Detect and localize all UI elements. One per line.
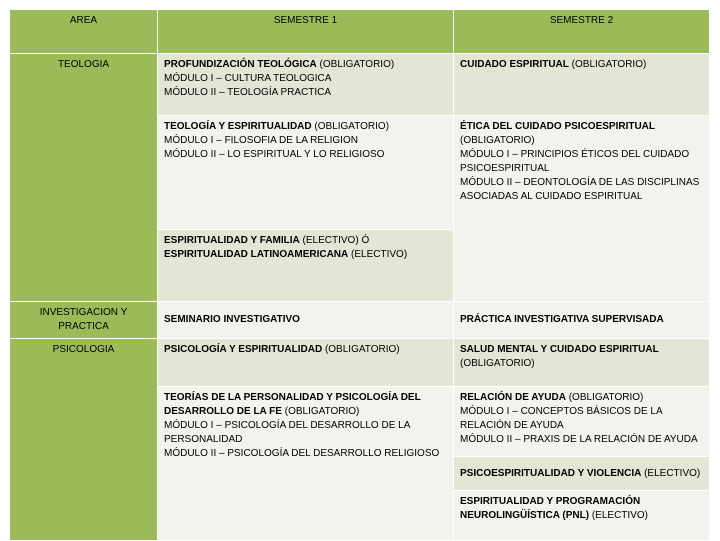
course-profundizacion-teologica [158,54,454,116]
course-tag: (ELECTIVO) Ó [299,235,370,246]
module-line: MÓDULO II – TEOLOGÍA PRACTICA [164,87,332,98]
course-tag: (OBLIGATORIO) [311,121,390,132]
table-row [10,302,710,339]
area-teologia: TEOLOGIA [10,54,158,302]
course-etica-cuidado [454,116,710,302]
course-programacion-neurolinguistica [454,491,710,541]
course-tag: (OBLIGATORIO) [316,59,395,70]
module-line: MÓDULO I – CULTURA TEOLOGICA [164,73,332,84]
course-psicologia-espiritualidad [158,339,454,387]
header-area: AREA [10,10,158,54]
area-investigacion-practica: INVESTIGACION Y PRACTICA [10,302,158,339]
course-title: ESPIRITUALIDAD Y FAMILIA [164,235,300,246]
course-tag: (ELECTIVO) [348,249,408,260]
module-line: MÓDULO I – PRINCIPIOS ÉTICOS DEL CUIDADO PSICOESPIRITUAL [460,149,690,174]
module-line: MÓDULO II – LO ESPIRITUAL Y LO RELIGIOSO [164,149,385,160]
course-tag: (OBLIGATORIO) [322,344,400,355]
module-line: MÓDULO II – DEONTOLOGÍA DE LAS DISCIPLINAS ASOCIADAS AL CUIDADO ESPIRITUAL [460,177,700,202]
curriculum-table [9,9,710,541]
module-line: MÓDULO I – CONCEPTOS BÁSICOS DE LA RELACIÓN DE AYUDA [460,406,663,431]
course-practica-investigativa [454,302,710,339]
module-line: MÓDULO II – PSICOLOGÍA DEL DESARROLLO RELIGIOSO [164,448,440,459]
course-title: RELACIÓN DE AYUDA [460,392,566,403]
header-semestre-1: SEMESTRE 1 [158,10,454,54]
module-line: MÓDULO II – PRAXIS DE LA RELACIÓN DE AYUDA [460,434,698,445]
table-row [10,54,710,116]
course-title: PSICOLOGÍA Y ESPIRITUALIDAD [164,344,323,355]
module-line: MÓDULO I – PSICOLOGÍA DEL DESARROLLO DE LA PERSONALIDAD [164,420,410,445]
course-tag: (ELECTIVO) [641,467,701,479]
course-teorias-personalidad [158,387,454,541]
course-title: ESPIRITUALIDAD LATINOAMERICANA [164,249,349,260]
course-title: PROFUNDIZACIÓN TEOLÓGICA [164,59,317,70]
course-relacion-ayuda [454,387,710,457]
course-teologia-espiritualidad [158,116,454,230]
course-title: PSICOESPIRITUALIDAD Y VIOLENCIA [460,467,642,479]
course-tag: (OBLIGATORIO) [565,392,644,403]
course-title: SALUD MENTAL Y CUIDADO ESPIRITUAL [460,344,659,355]
course-title: TEOLOGÍA Y ESPIRITUALIDAD [164,121,312,132]
course-tag: (OBLIGATORIO) [460,358,535,369]
course-cuidado-espiritual [454,54,710,116]
course-title: SEMINARIO INVESTIGATIVO [164,314,300,325]
course-psicoespiritualidad-violencia [454,457,710,491]
module-line: MÓDULO I – FILOSOFIA DE LA RELIGION [164,135,358,146]
course-tag: (OBLIGATORIO) [460,135,535,146]
course-title: CUIDADO ESPIRITUAL [460,59,569,70]
header-row [10,10,710,54]
header-semestre-2: SEMESTRE 2 [454,10,710,54]
course-title: ÉTICA DEL CUIDADO PSICOESPIRITUAL [460,121,656,132]
course-salud-mental [454,339,710,387]
course-title: PRÁCTICA INVESTIGATIVA SUPERVISADA [460,314,664,325]
table-row [10,339,710,387]
course-tag: (ELECTIVO) [589,510,648,521]
course-title: ESPIRITUALIDAD Y PROGRAMACIÓN NEUROLINGÜÍSTICA (PNL) [460,496,641,521]
course-tag: (OBLIGATORIO) [281,406,360,417]
area-psicologia: PSICOLOGIA [10,339,158,541]
course-seminario-investigativo [158,302,454,339]
course-tag: (OBLIGATORIO) [568,59,647,70]
course-title: TEORÍAS DE LA PERSONALIDAD Y PSICOLOGÍA DEL DESARROLLO DE LA FE [164,392,421,417]
course-espiritualidad-familia [158,230,454,302]
